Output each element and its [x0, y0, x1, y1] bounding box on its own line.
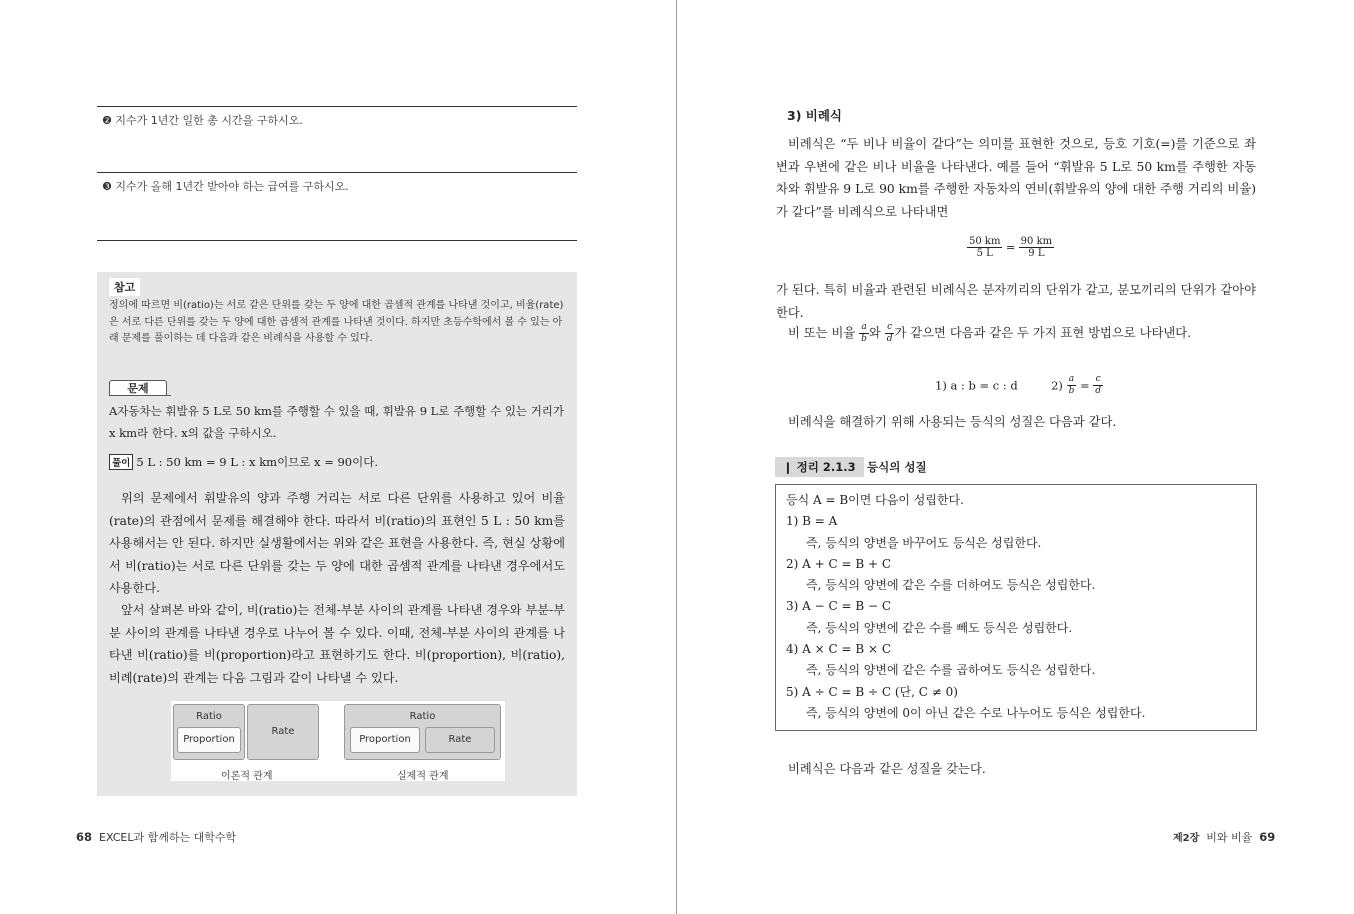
book-title: EXCEL과 함께하는 대학수학: [99, 831, 237, 844]
rate-box: Rate: [247, 704, 319, 760]
body-paragraph: 가 된다. 특히 비율과 관련된 비례식은 분자끼리의 단위가 같고, 분모끼리의 단위가 같아야 한다.: [776, 283, 1256, 320]
page-number: 69: [1259, 830, 1276, 844]
theorem-intro: 등식 A = B이면 다음이 성립한다.: [786, 493, 964, 507]
theorem-tag: ❙ 정리 2.1.3: [775, 457, 864, 477]
theorem-box: [775, 484, 1257, 731]
right-page: [677, 0, 1354, 914]
section-heading: 3) 비례식: [787, 108, 842, 123]
theorem-title: 등식의 성질: [867, 460, 927, 474]
body-paragraph: 비 또는 비율 $\frac{a}{b}$ 와 $\frac{c}{d}$ 가 같으면 다음과 같은 두 가지 표현 방법으로 나타낸다.: [788, 322, 1191, 344]
divider-line: [97, 240, 577, 241]
chapter-title: 비와 비율: [1206, 831, 1253, 844]
solution: [109, 454, 378, 470]
divider-line: [97, 106, 577, 107]
body-paragraph: 비례식은 다음과 같은 성질을 갖는다.: [788, 762, 986, 776]
note-label: 참고: [109, 278, 140, 296]
theorem-item-desc: 즉, 등식의 양변에 같은 수를 더하여도 등식은 성립한다.: [806, 578, 1096, 593]
form-1: 1) a : b = c : d: [935, 378, 1018, 393]
question-3: ❸ 지수가 올해 1년간 받아야 하는 급여를 구하시오.: [102, 180, 349, 193]
page-footer: [76, 829, 236, 845]
body-paragraph: 앞서 살펴본 바와 같이, 비(ratio)는 전체-부분 사이의 관계를 나타낸 경우와 부분-부분 사이의 관계를 나타낸 경우로 나누어 볼 수 있다. 이때, 전체-부분 사이의 관계를 나타낸 비(ratio)를 비(proportion)라고 표현하기도 한다. 비(proportion), 비(ratio), 비례(rate)의 관계는 다음 그림과 같이 나타낼 수 있다.: [109, 603, 565, 685]
theorem-item-eq: 5) A ÷ C = B ÷ C (단, C ≠ 0): [786, 684, 958, 699]
theorem-item-desc: 즉, 등식의 양변을 바꾸어도 등식은 성립한다.: [806, 535, 1042, 550]
question-2: ❷ 지수가 1년간 일한 총 시간을 구하시오.: [102, 114, 303, 127]
figure-caption: 실제적 관계: [397, 771, 449, 782]
problem-label: 문제: [109, 380, 167, 396]
theorem-item-eq: 1) B = A: [786, 514, 838, 529]
theorem-item-desc: 즉, 등식의 양변에 같은 수를 빼도 등식은 성립한다.: [806, 620, 1073, 635]
proportion-box: Proportion: [177, 727, 241, 753]
note-box: [97, 272, 577, 796]
proportion-box: Proportion: [350, 727, 420, 753]
solution-text: 5 L : 50 km = 9 L : x km이므로 x = 90이다.: [136, 455, 378, 469]
solution-badge: 풀이: [109, 454, 133, 470]
theorem-item-eq: 4) A × C = B × C: [786, 642, 892, 657]
ratio-box: Ratio: [344, 704, 501, 760]
ratio-box: Ratio: [173, 704, 245, 760]
problem-underline: [109, 395, 171, 396]
page-number: 68: [76, 830, 93, 844]
rate-box: Rate: [425, 727, 495, 753]
chapter-label: 제2장: [1173, 833, 1200, 844]
figure-caption: 이론적 관계: [221, 771, 273, 782]
theorem-item-eq: 3) A − C = B − C: [786, 599, 892, 614]
body-paragraph: 위의 문제에서 휘발유의 양과 주행 거리는 서로 다른 단위를 사용하고 있어 비율(rate)의 관점에서 문제를 해결해야 한다. 따라서 비(ratio)의 표현인 5 L : 50 km를 사용해서는 안 된다. 하지만 실생활에서는 위와 같은 표현을 사용한다. 즉, 현실 상황에서 비(ratio)는 서로 다른 단위를 갖는 두 양에 대한 곱셈적 관계를 나타낸 경우에서도 사용한다.: [109, 491, 565, 595]
relation-figure: [171, 701, 505, 781]
problem-text: A자동차는 휘발유 5 L로 50 km를 주행할 수 있을 때, 휘발유 9 L로 주행할 수 있는 거리가 x km라 한다. x의 값을 구하시오.: [109, 404, 565, 440]
divider-line: [97, 172, 577, 173]
page-footer: [1173, 829, 1275, 845]
theorem-item-desc: 즉, 등식의 양변에 0이 아닌 같은 수로 나누어도 등식은 성립한다.: [806, 705, 1146, 720]
proportion-forms: 1) a : b = c : d 2) $\frac{a}{b}$ = $\frac{c}{d}$: [935, 374, 1102, 396]
proportion-equation: $\frac{50 km}{5 L}$ = $\frac{90 km}{9 L}$: [969, 236, 1053, 259]
note-text: 정의에 따르면 비(ratio)는 서로 같은 단위를 갖는 두 양에 대한 곱셈적 관계를 나타낸 것이고, 비율(rate)은 서로 다른 단위를 갖는 두 양에 대한 곱셈적 관계를 나타낸 것이다. 하지만 초등수학에서 볼 수 있는 아래 문제를 풀이하는 데 다음과 같은 비례식을 사용할 수 있다.: [109, 300, 564, 344]
theorem-item-desc: 즉, 등식의 양변에 같은 수를 곱하여도 등식은 성립한다.: [806, 663, 1096, 678]
body-paragraph: 비례식을 해결하기 위해 사용되는 등식의 성질은 다음과 같다.: [788, 415, 1117, 429]
body-paragraph: 비례식은 “두 비나 비율이 같다”는 의미를 표현한 것으로, 등호 기호(=)를 기준으로 좌변과 우변에 같은 비나 비율을 나타낸다. 예를 들어 “휘발유 5 L로 50 km를 주행한 자동차와 휘발유 9 L로 90 km를 주행한 자동차의 연비(휘발유의 양에 대한 주행 거리의 비율)가 같다”를 비례식으로 나타내면: [776, 137, 1256, 219]
theorem-item-eq: 2) A + C = B + C: [786, 556, 892, 571]
